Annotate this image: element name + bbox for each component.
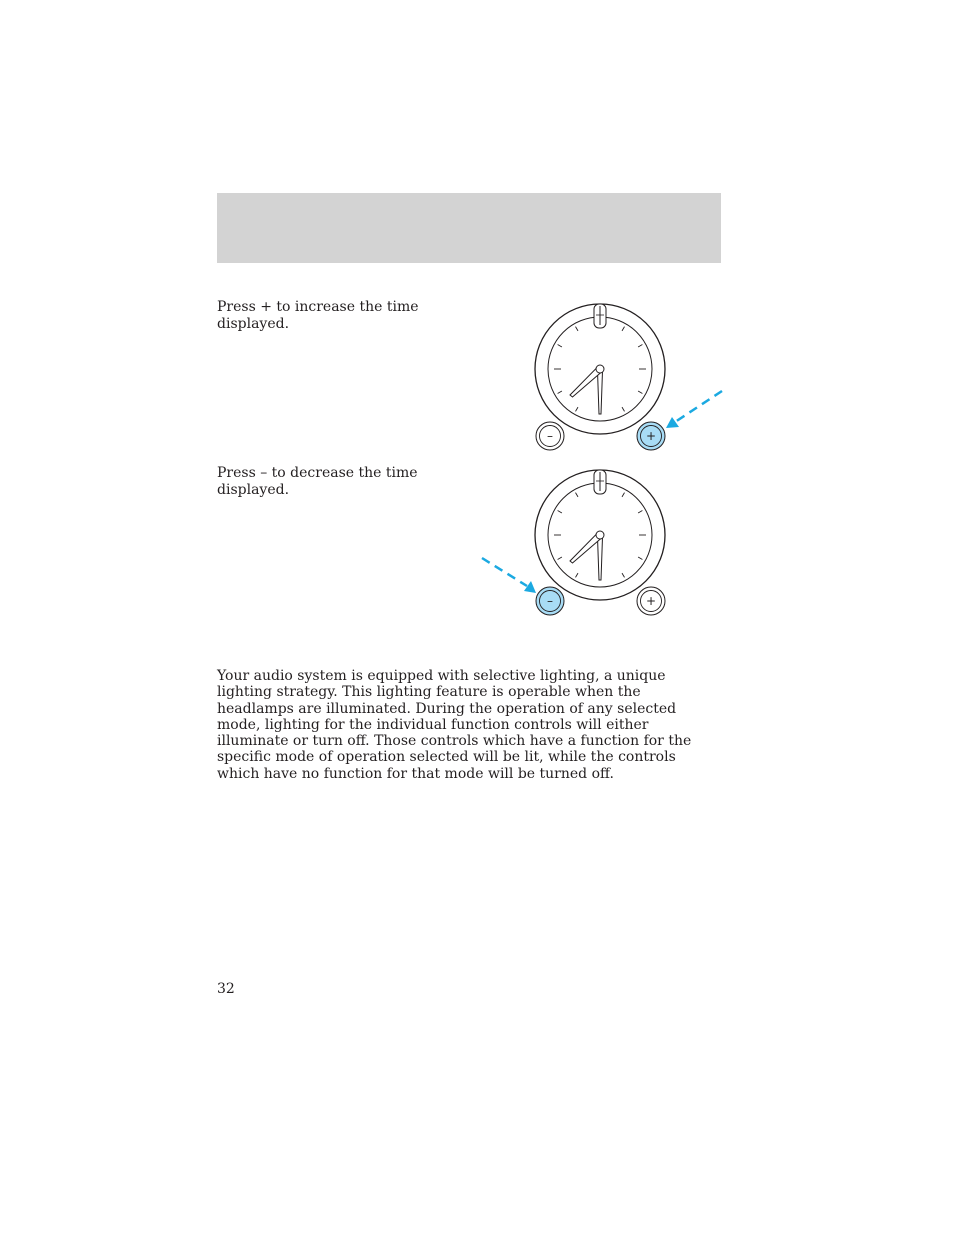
instruction-decrease-time: Press – to decrease the time displayed. (217, 465, 418, 498)
plus-button-label: + (645, 594, 657, 608)
plus-button[interactable] (637, 422, 665, 450)
arrow-pointer-icon (482, 558, 536, 593)
clock-logo-icon (594, 470, 606, 494)
minus-button[interactable] (536, 422, 564, 450)
clock-figure-plus (476, 296, 726, 456)
section-header-band (217, 193, 721, 263)
page-number: 32 (217, 981, 235, 997)
minus-button[interactable] (536, 587, 564, 615)
plus-button[interactable] (637, 587, 665, 615)
plus-button-label: + (645, 429, 657, 443)
clock-figure-minus (476, 462, 726, 622)
clock-logo-icon (594, 304, 606, 328)
clock-center-pin (596, 531, 604, 539)
minus-button-label: – (547, 594, 553, 608)
instruction-increase-time: Press + to increase the time displayed. (217, 299, 419, 332)
clock-center-pin (596, 365, 604, 373)
minus-button-label: – (547, 429, 553, 443)
selective-lighting-paragraph: Your audio system is equipped with selective lighting, a unique lighting strategy. This lighting feature is operable when the headlamps are illuminated. During the operation of any selected mode, lighting for the individual function controls will either illuminate or turn off. Those controls which have a function for the specific mode of operation selected will be lit, while the controls which have no function for that mode will be turned off. (217, 668, 692, 782)
arrow-pointer-icon (666, 391, 722, 428)
